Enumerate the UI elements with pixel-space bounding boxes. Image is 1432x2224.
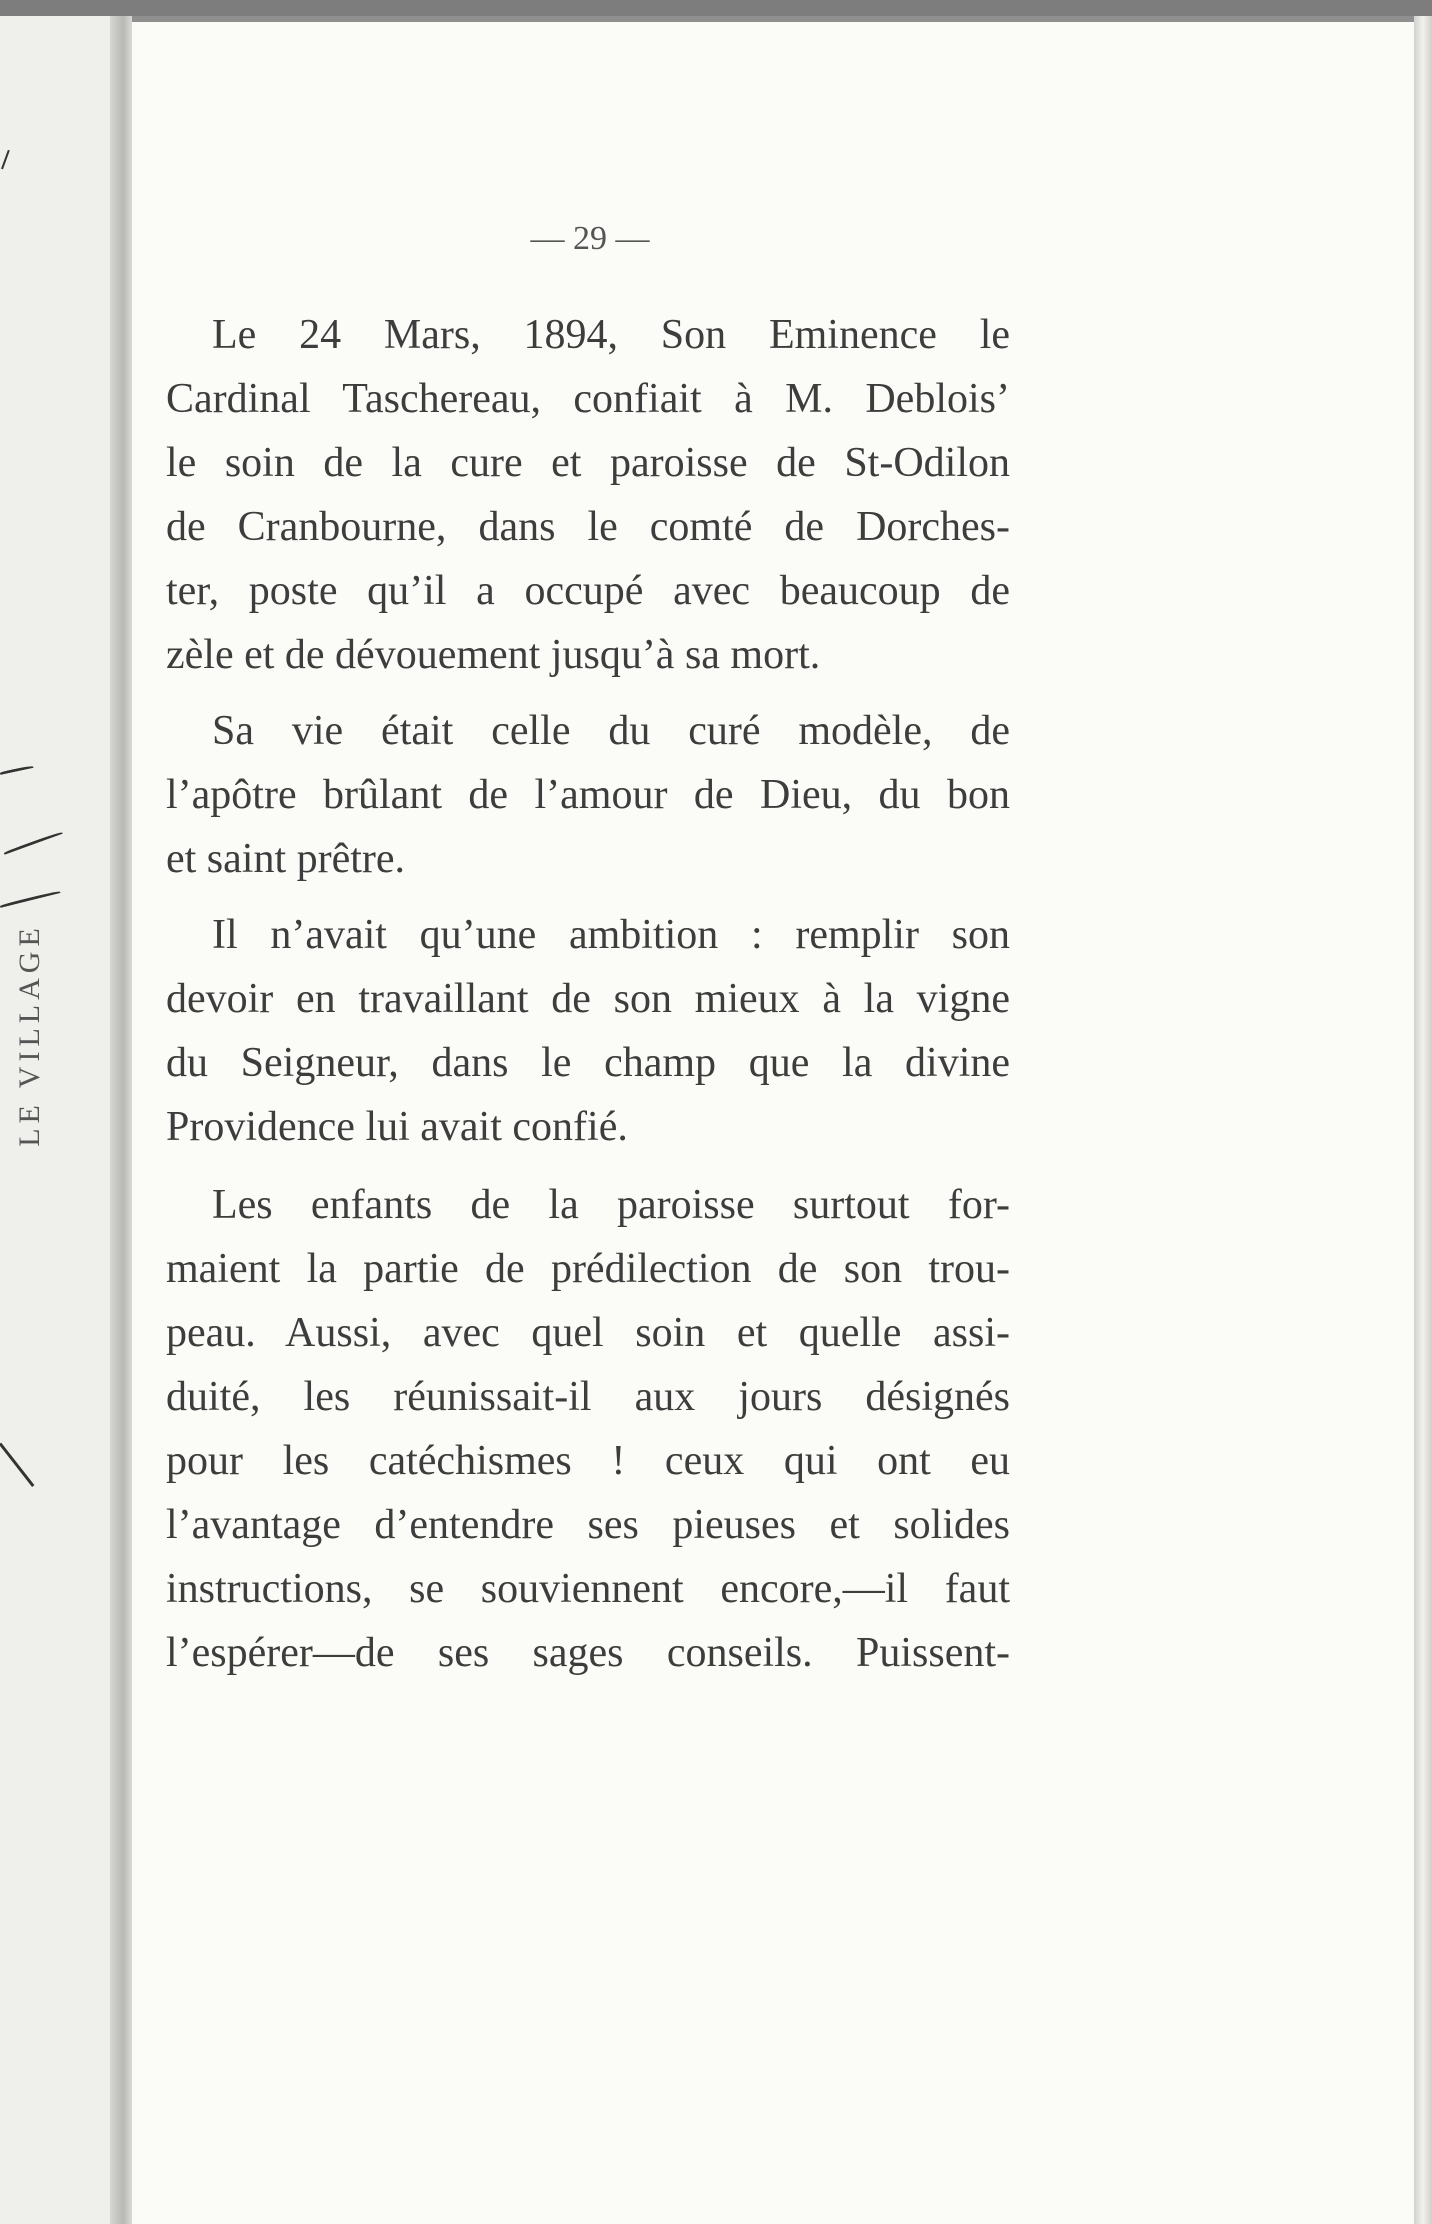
text-line: l’apôtre brûlant de l’amour de Dieu, du bon (166, 772, 1010, 818)
margin-title: LE VILLAGE (13, 923, 46, 1147)
text-line: instructions, se souviennent encore,—il faut (166, 1566, 1010, 1612)
text-line: Il n’avait qu’une ambition : remplir son (212, 912, 1010, 958)
text-line: Sa vie était celle du curé modèle, de (212, 708, 1010, 754)
page-edge (1414, 16, 1432, 2224)
text-line: le soin de la cure et paroisse de St-Odilon (166, 440, 1010, 486)
text-line: devoir en travaillant de son mieux à la vigne (166, 976, 1010, 1022)
text-line: ter, poste qu’il a occupé avec beaucoup de (166, 568, 1010, 614)
text-line: et saint prêtre. (166, 836, 406, 882)
text-line: l’espérer—de ses sages conseils. Puissent- (166, 1630, 1010, 1676)
text-line: l’avantage d’entendre ses pieuses et solides (166, 1502, 1010, 1548)
text-line: de Cranbourne, dans le comté de Dorches- (166, 504, 1010, 550)
text-line: Providence lui avait confié. (166, 1104, 628, 1150)
text-line: duité, les réunissait-il aux jours désignés (166, 1374, 1010, 1420)
text-line: Le 24 Mars, 1894, Son Eminence le (212, 312, 1010, 358)
text-line: peau. Aussi, avec quel soin et quelle assi- (166, 1310, 1010, 1356)
text-line: Cardinal Taschereau, confiait à M. Deblois’ (166, 376, 1010, 422)
scan-top-border (0, 0, 1432, 16)
page-number: — 29 — (530, 220, 650, 257)
text-line: zèle et de dévouement jusqu’à sa mort. (166, 632, 821, 678)
text-line: maient la partie de prédilection de son trou- (166, 1246, 1010, 1292)
text-line: Les enfants de la paroisse surtout for- (212, 1182, 1010, 1228)
text-line: du Seigneur, dans le champ que la divine (166, 1040, 1010, 1086)
text-line: pour les catéchismes ! ceux qui ont eu (166, 1438, 1010, 1484)
page-gutter (110, 16, 132, 2224)
